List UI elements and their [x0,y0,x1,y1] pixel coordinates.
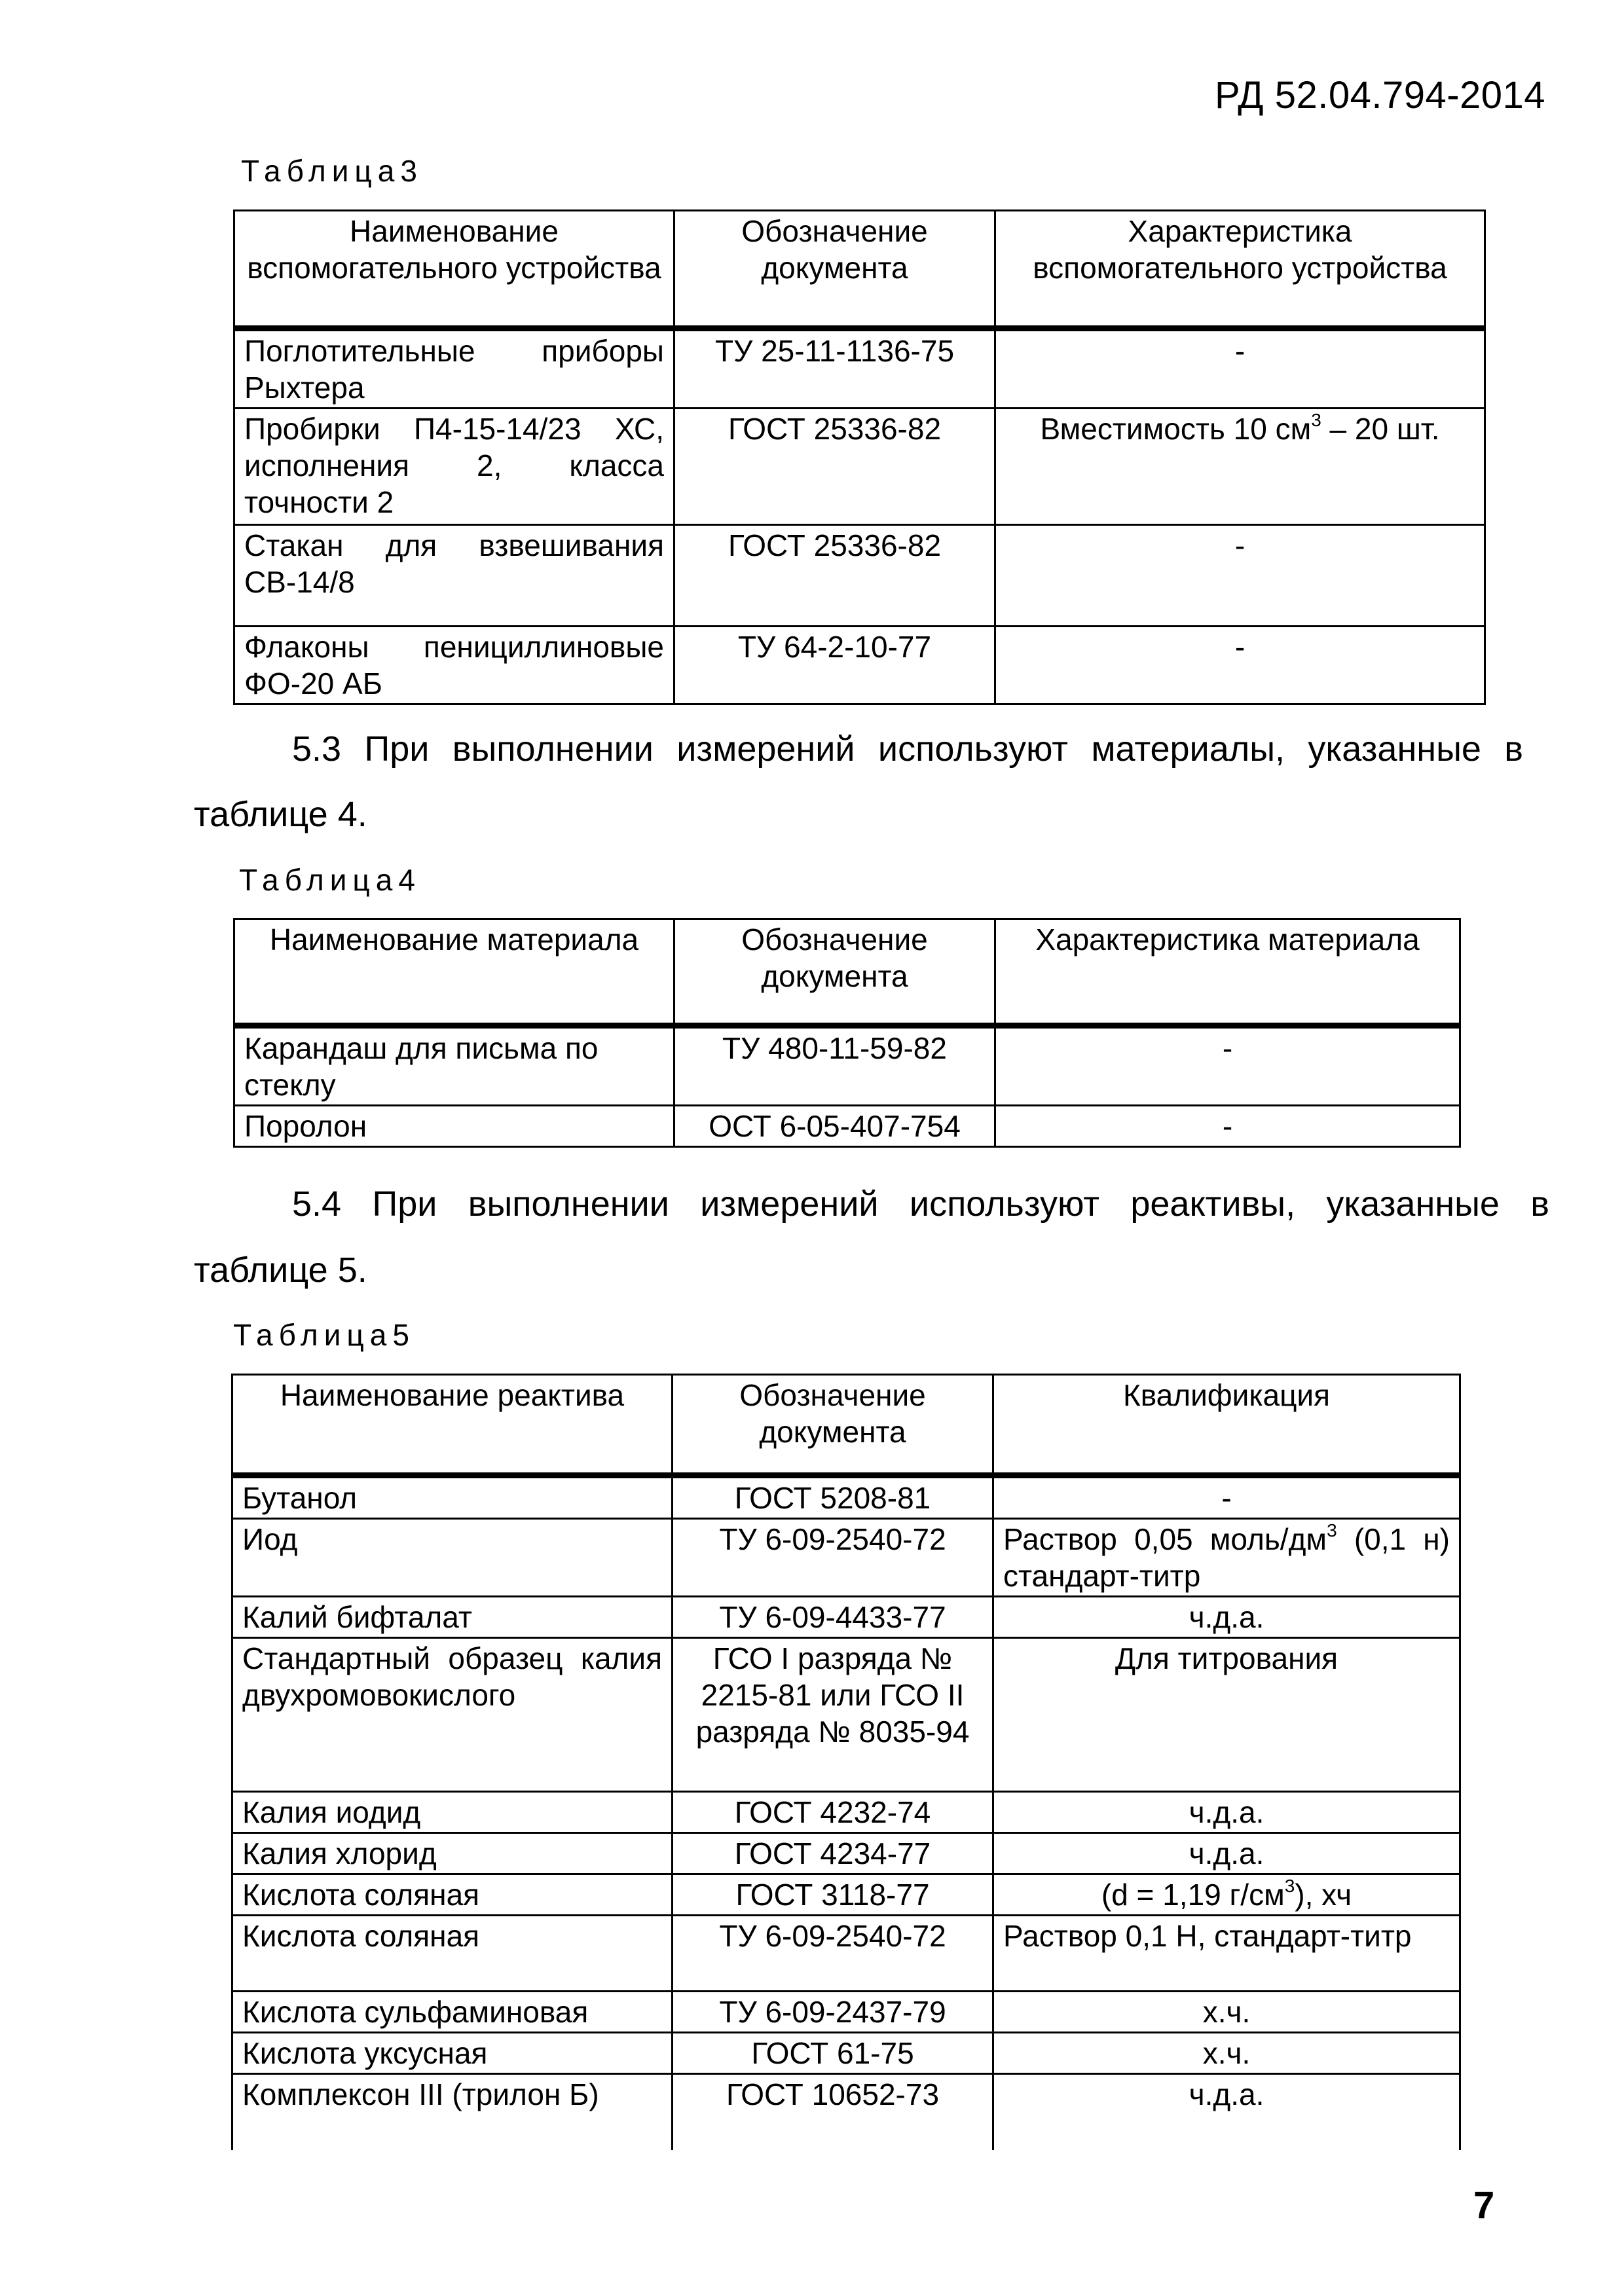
table-cell: ч.д.а. [993,1792,1460,1833]
table-cell: ч.д.а. [993,1833,1460,1874]
table5-header-cell: Квалификация [993,1375,1460,1476]
table-cell: ТУ 64-2-10-77 [674,627,995,704]
table-cell: Стакан для взвешивания СВ-14/8 [234,525,674,627]
table-cell: Калия хлорид [232,1833,673,1874]
table-cell: ГОСТ 4234-77 [673,1833,993,1874]
table4-header-cell: Наименование материала [234,919,674,1026]
paragraph-5-3-line1: 5.3 При выполнении измерений используют материалы, указанные в [292,729,1523,769]
table-row [232,1874,1460,1916]
table-row [232,1638,1460,1792]
superscript-exponent: 3 [1311,410,1321,430]
table-cell: ГОСТ 3118-77 [673,1874,993,1916]
table-cell: Раствор 0,05 моль/$дм^3$ (0,1 н) стандарт-титр [993,1519,1460,1597]
table-row [232,1597,1460,1638]
table-cell: Кислота соляная [232,1874,673,1916]
table-cell: ТУ 6-09-2540-72 [673,1519,993,1597]
table-cell: Поролон [234,1106,674,1147]
table-cell: Пробирки П4-15-14/23 ХС, исполнения 2, класса точности 2 [234,409,674,525]
table-cell: - [995,329,1485,409]
table3 [233,210,1486,705]
table-cell: ТУ 480-11-59-82 [674,1026,995,1106]
table-cell: - [993,1476,1460,1519]
table-row [232,2074,1460,2150]
table-cell: Калия иодид [232,1792,673,1833]
table-cell: Калий бифталат [232,1597,673,1638]
table-row [232,1916,1460,1992]
table-cell: Кислота соляная [232,1916,673,1992]
table-cell: ГОСТ 61-75 [673,2033,993,2074]
table-row [234,525,1485,627]
table-row [234,409,1485,525]
table-cell: Для титрования [993,1638,1460,1792]
table5 [231,1374,1461,2150]
table-row [232,1833,1460,1874]
table3-header-row [234,211,1485,329]
page-number: 7 [1473,2184,1495,2227]
table-cell: Кислота уксусная [232,2033,673,2074]
table-cell: Раствор 0,1 Н, стандарт-титр [993,1916,1460,1992]
table-cell: ГОСТ 5208-81 [673,1476,993,1519]
table-cell: - [995,1106,1460,1147]
paragraph-5-4-line2: таблице 5. [194,1250,367,1290]
table-cell: - [995,627,1485,704]
document-code: РД 52.04.794-2014 [1215,74,1546,117]
table-cell: ГОСТ 25336-82 [674,409,995,525]
table-cell: х.ч. [993,2033,1460,2074]
table-cell: Флаконы пенициллиновые ФО-20 АБ [234,627,674,704]
table5-header-row [232,1375,1460,1476]
table-cell: Бутанол [232,1476,673,1519]
superscript-exponent: 3 [1284,1876,1295,1896]
table4 [233,918,1461,1148]
table-cell: ч.д.а. [993,2074,1460,2150]
table-cell: ч.д.а. [993,1597,1460,1638]
table-row [232,1519,1460,1597]
superscript-exponent: 3 [1327,1520,1337,1540]
table-cell: - [995,1026,1460,1106]
table-cell: ТУ 6-09-2437-79 [673,1992,993,2033]
table-cell: ГОСТ 4232-74 [673,1792,993,1833]
table-row [232,1792,1460,1833]
table4-header-cell: Обозначение документа [674,919,995,1026]
table-cell: ГСО I разряда № 2215-81 или ГСО II разряда № 8035-94 [673,1638,993,1792]
table5-header-cell: Обозначение документа [673,1375,993,1476]
table-cell: Иод [232,1519,673,1597]
table-row [232,1992,1460,2033]
table5-header-cell: Наименование реактива [232,1375,673,1476]
table5-caption: Таблица5 [233,1318,415,1352]
table-cell: ТУ 25-11-1136-75 [674,329,995,409]
table3-header-cell: Наименование вспомогательного устройства [234,211,674,329]
table-cell: ГОСТ 25336-82 [674,525,995,627]
table-row [234,1106,1460,1147]
table-cell: Карандаш для письма по стеклу [234,1026,674,1106]
table-cell [995,409,1485,525]
paragraph-5-3-line2: таблице 4. [194,795,367,834]
table-row [234,627,1485,704]
table-cell: ГОСТ 10652-73 [673,2074,993,2150]
table-cell: ТУ 6-09-2540-72 [673,1916,993,1992]
table-row [234,1026,1460,1106]
table4-caption: Таблица4 [239,863,421,897]
table3-header-cell: Обозначение документа [674,211,995,329]
table-row [234,329,1485,409]
table-cell: Поглотительные приборы Рыхтера [234,329,674,409]
capacity-text: Вместимость 10 $см^3 - 20$ шт. [1040,410,1440,446]
table-cell: х.ч. [993,1992,1460,2033]
table-row [232,2033,1460,2074]
table3-header-cell: Характеристика вспомогательного устройства [995,211,1485,329]
table-cell: Стандартный образец калия двухромовокислого [232,1638,673,1792]
table-cell: ТУ 6-09-4433-77 [673,1597,993,1638]
table-cell: (d = 1,19 $г/см^3$), хч [993,1874,1460,1916]
table4-header-row [234,919,1460,1026]
table3-caption: Таблица3 [241,154,423,188]
table-cell: ОСТ 6-05-407-754 [674,1106,995,1147]
table-cell: Кислота сульфаминовая [232,1992,673,2033]
table-cell: Комплексон III (трилон Б) [232,2074,673,2150]
table-cell: - [995,525,1485,627]
table-row [232,1476,1460,1519]
paragraph-5-4-line1: 5.4 При выполнении измерений используют реактивы, указанные в [292,1184,1549,1224]
table4-header-cell: Характеристика материала [995,919,1460,1026]
